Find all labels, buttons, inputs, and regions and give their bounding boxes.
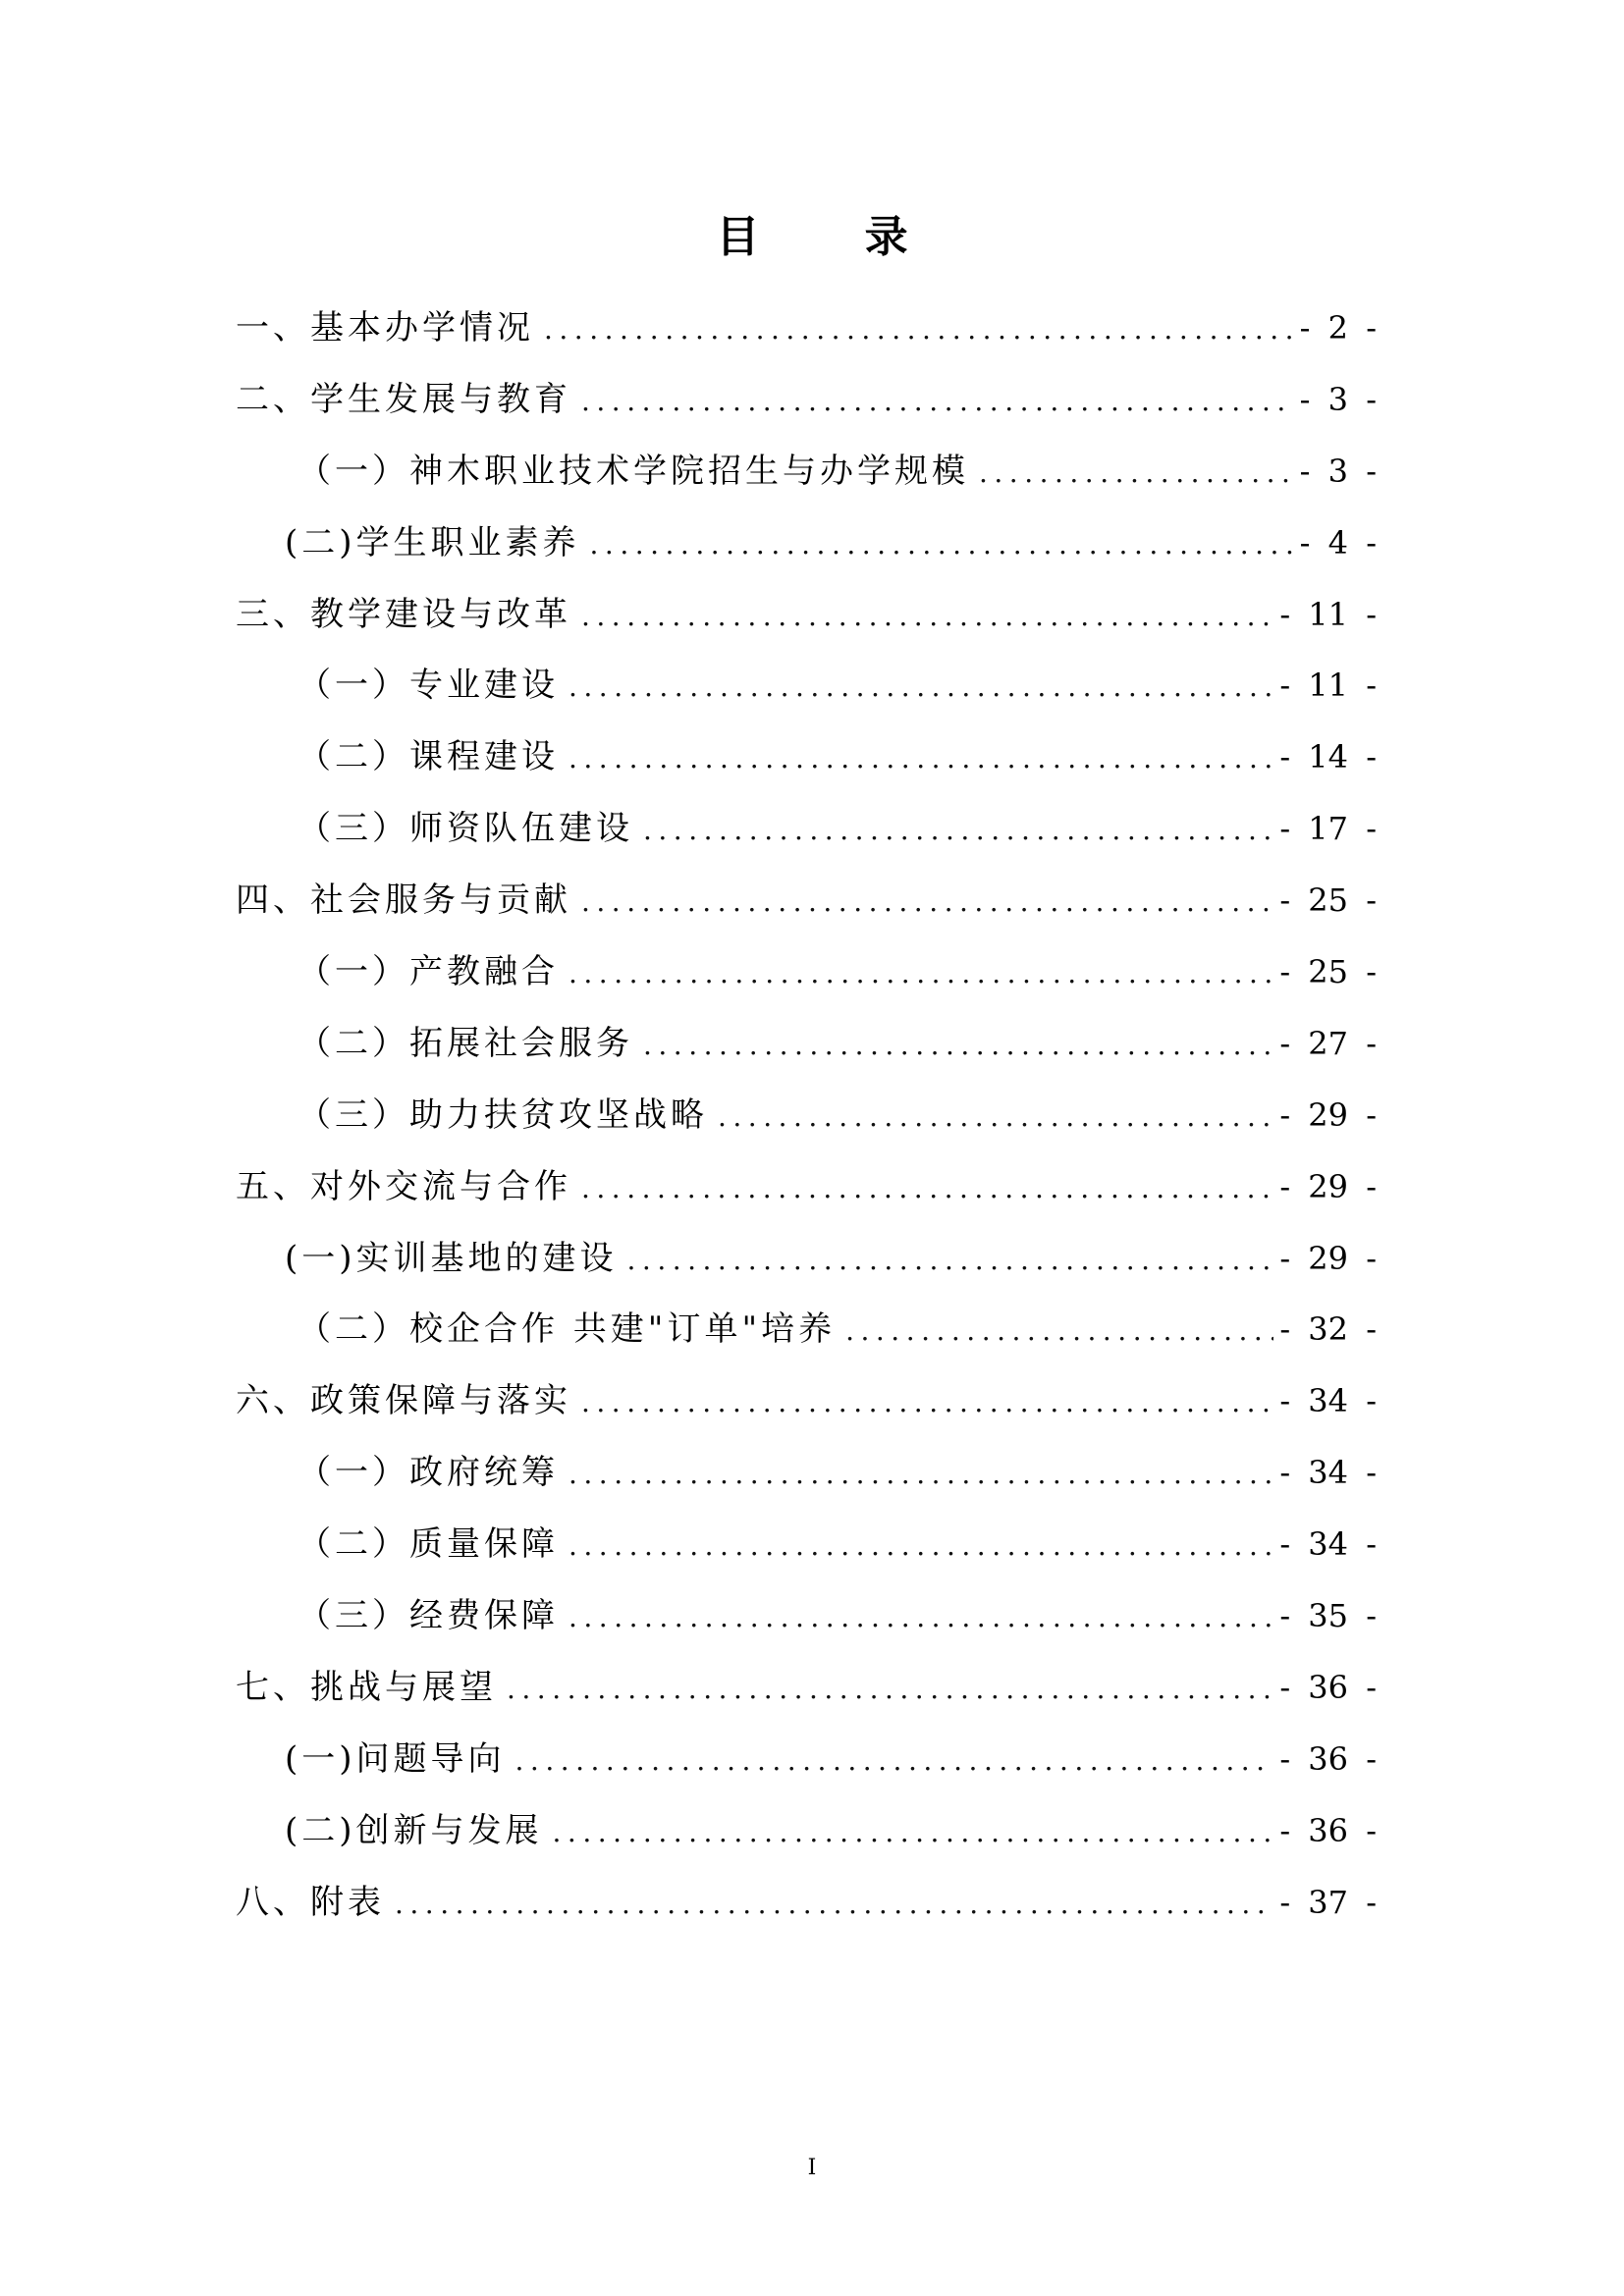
toc-entry[interactable] [236, 869, 1377, 940]
dot-leader [568, 1586, 1273, 1649]
toc-subentry[interactable] [236, 511, 1377, 583]
toc-entry[interactable] [236, 368, 1377, 440]
toc-entry[interactable] [236, 1155, 1377, 1227]
toc-entry-label: 六、政策保障与落实 [236, 1381, 571, 1421]
toc-entry-page: - 34 - [1279, 1454, 1377, 1492]
toc-entry-page: - 34 - [1279, 1525, 1377, 1564]
toc-entry-page: - 34 - [1279, 1382, 1377, 1420]
dot-leader [568, 727, 1273, 790]
dot-leader [553, 1801, 1274, 1864]
toc-entry-label: （二）课程建设 [298, 737, 559, 777]
toc-entry-page: - 17 - [1279, 810, 1377, 848]
toc-entry-page: - 14 - [1279, 738, 1377, 776]
dot-leader [581, 871, 1273, 934]
toc-subentry[interactable] [236, 1799, 1377, 1871]
page-title: 目 录 [716, 212, 953, 262]
toc-entry-label: (一)问题导向 [285, 1738, 506, 1779]
page-number: I [807, 2156, 817, 2180]
toc-entry-page: - 29 - [1279, 1239, 1377, 1277]
dot-leader [581, 1371, 1273, 1434]
toc-entry-label: (一)实训基地的建设 [285, 1238, 618, 1278]
toc-entry-label: 五、对外交流与合作 [236, 1166, 571, 1206]
dot-leader [643, 799, 1273, 862]
toc-entry-page: - 36 - [1279, 1811, 1377, 1849]
toc-entry-label: （三）助力扶贫攻坚战略 [298, 1095, 708, 1135]
toc-entry-page: - 36 - [1279, 1668, 1377, 1706]
table-of-contents [236, 296, 1377, 1942]
toc-subentry[interactable] [236, 1012, 1377, 1084]
toc-entry-label: （二）质量保障 [298, 1524, 559, 1565]
toc-entry-page: - 11 - [1279, 595, 1377, 633]
dot-leader [515, 1730, 1274, 1792]
toc-entry-label: （三）师资队伍建设 [298, 809, 633, 849]
toc-entry-page: - 11 - [1279, 667, 1377, 705]
dot-leader [718, 1086, 1273, 1148]
toc-entry-page: - 25 - [1279, 953, 1377, 991]
toc-entry-label: （一）政府统筹 [298, 1453, 559, 1493]
toc-subentry[interactable] [236, 1298, 1377, 1369]
toc-entry-label: （一）专业建设 [298, 666, 559, 706]
toc-entry[interactable] [236, 1656, 1377, 1728]
dot-leader [643, 1014, 1273, 1077]
toc-subentry[interactable] [236, 1227, 1377, 1299]
toc-entry-page: - 25 - [1279, 881, 1377, 920]
dot-leader [979, 442, 1294, 505]
toc-entry-label: 四、社会服务与贡献 [236, 881, 571, 921]
toc-entry-page: - 37 - [1279, 1883, 1377, 1921]
toc-entry-label: 二、学生发展与教育 [236, 379, 571, 419]
dot-leader [590, 513, 1294, 576]
dot-leader [568, 1515, 1273, 1577]
toc-entry-label: 七、挑战与展望 [236, 1667, 497, 1707]
toc-entry[interactable] [236, 1871, 1377, 1943]
toc-entry[interactable] [236, 1369, 1377, 1441]
toc-subentry[interactable] [236, 1441, 1377, 1513]
toc-entry-label: （二）校企合作 共建"订单"培养 [298, 1309, 837, 1350]
toc-entry-label: 八、附表 [236, 1882, 385, 1922]
dot-leader [845, 1300, 1273, 1362]
dot-leader [581, 585, 1273, 648]
toc-subentry[interactable] [236, 797, 1377, 869]
toc-subentry[interactable] [236, 940, 1377, 1012]
toc-entry-label: 一、基本办学情况 [236, 308, 534, 347]
toc-entry-page: - 36 - [1279, 1739, 1377, 1778]
toc-entry-label: （一）产教融合 [298, 952, 559, 992]
toc-subentry[interactable] [236, 654, 1377, 725]
toc-subentry[interactable] [236, 440, 1377, 511]
dot-leader [581, 370, 1294, 433]
toc-entry[interactable] [236, 583, 1377, 655]
toc-subentry[interactable] [236, 1084, 1377, 1155]
toc-entry-label: （一）神木职业技术学院招生与办学规模 [298, 451, 969, 491]
dot-leader [627, 1229, 1274, 1292]
toc-entry-label: 三、教学建设与改革 [236, 594, 571, 634]
toc-entry-page: - 4 - [1299, 523, 1377, 561]
dot-leader [581, 1157, 1273, 1220]
toc-entry-page: - 3 - [1299, 380, 1377, 418]
toc-entry-page: - 29 - [1279, 1167, 1377, 1205]
dot-leader [395, 1873, 1273, 1936]
toc-entry-page: - 27 - [1279, 1024, 1377, 1062]
toc-entry-label: (二)学生职业素养 [285, 522, 580, 562]
toc-entry-page: - 32 - [1279, 1310, 1377, 1349]
toc-entry-page: - 35 - [1279, 1597, 1377, 1635]
toc-subentry[interactable] [236, 1513, 1377, 1584]
toc-entry-label: （二）拓展社会服务 [298, 1023, 633, 1063]
toc-subentry[interactable] [236, 1728, 1377, 1799]
dot-leader [568, 1443, 1273, 1506]
toc-entry-page: - 2 - [1299, 309, 1377, 347]
dot-leader [568, 656, 1273, 719]
dot-leader [568, 942, 1273, 1005]
dot-leader [507, 1658, 1273, 1721]
toc-entry-label: (二)创新与发展 [285, 1810, 543, 1850]
toc-entry-page: - 29 - [1279, 1095, 1377, 1134]
toc-entry-page: - 3 - [1299, 452, 1377, 490]
toc-entry[interactable] [236, 296, 1377, 368]
toc-subentry[interactable] [236, 1584, 1377, 1656]
dot-leader [544, 298, 1294, 361]
toc-entry-label: （三）经费保障 [298, 1596, 559, 1636]
toc-subentry[interactable] [236, 725, 1377, 797]
